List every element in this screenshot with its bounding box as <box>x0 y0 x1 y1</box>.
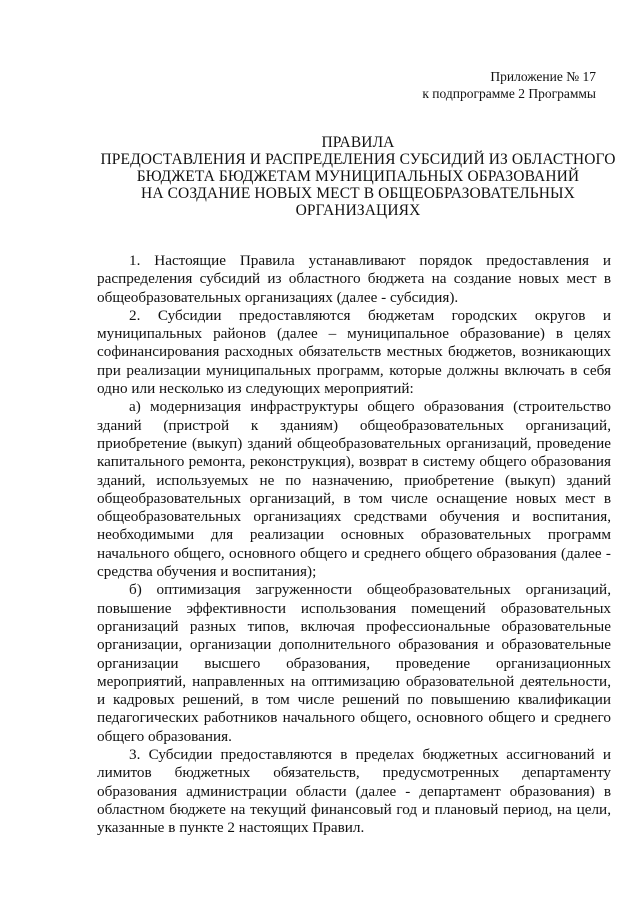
paragraph-1: 1. Настоящие Правила устанавливают порядок предоставления и распределения субсидий из областного бюджета на создание новых мест в общеобразовательных организациях (далее - субсидия). <box>97 252 611 306</box>
title-line-1: ПРАВИЛА <box>321 134 395 151</box>
appendix-number: Приложение № 17 <box>490 69 596 84</box>
document-body <box>97 252 611 838</box>
title-line-3: БЮДЖЕТА БЮДЖЕТАМ МУНИЦИПАЛЬНЫХ ОБРАЗОВАНИЙ <box>136 168 580 185</box>
title-line-4: НА СОЗДАНИЕ НОВЫХ МЕСТ В ОБЩЕОБРАЗОВАТЕЛЬНЫХ <box>141 185 575 202</box>
paragraph-2b: б) оптимизация загруженности общеобразовательных организаций, повышение эффективности использования помещений образовательных организаций разных типов, включая профессиональные образовательные организации, организации дополнительного образования и образовательные организации высшего образования, проведение организационных мероприятий, направленных на оптимизацию образовательной деятельности, и кадровых решений, в том числе решений по повышению квалификации педагогических работников начального общего, основного общего и среднего общего образования. <box>97 581 611 745</box>
paragraph-3: 3. Субсидии предоставляются в пределах бюджетных ассигнований и лимитов бюджетных обязательств, предусмотренных департаменту образования администрации области (далее - департамент образования) в областном бюджете на текущий финансовый год и плановый период, на цели, указанные в пункте 2 настоящих Правил. <box>97 746 611 837</box>
paragraph-2a: а) модернизация инфраструктуры общего образования (строительство зданий (пристрой к зданиям) общеобразовательных организаций, приобретение (выкуп) зданий общеобразовательных организаций, проведение капитального ремонта, реконструкция), возврат в систему общего образования зданий, используемых не по назначению, приобретение (выкуп) зданий общеобразовательных организаций, в том числе оснащение новых мест в общеобразовательных организациях средствами обучения и воспитания, необходимыми для реализации основных образовательных программ начального общего, основного общего и среднего общего образования (далее - средства обучения и воспитания); <box>97 398 611 581</box>
title-line-2: ПРЕДОСТАВЛЕНИЯ И РАСПРЕДЕЛЕНИЯ СУБСИДИЙ ИЗ ОБЛАСТНОГО <box>100 151 616 168</box>
title-line-5: ОРГАНИЗАЦИЯХ <box>295 202 421 219</box>
document-title <box>98 134 618 219</box>
appendix-note <box>422 68 596 102</box>
appendix-reference: к подпрограмме 2 Программы <box>422 86 596 101</box>
paragraph-2: 2. Субсидии предоставляются бюджетам городских округов и муниципальных районов (далее – муниципальное образование) в целях софинансирования расходных обязательств местных бюджетов, возникающих при реализации муниципальных программ, которые должны включать в себя одно или несколько из следующих мероприятий: <box>97 306 611 398</box>
